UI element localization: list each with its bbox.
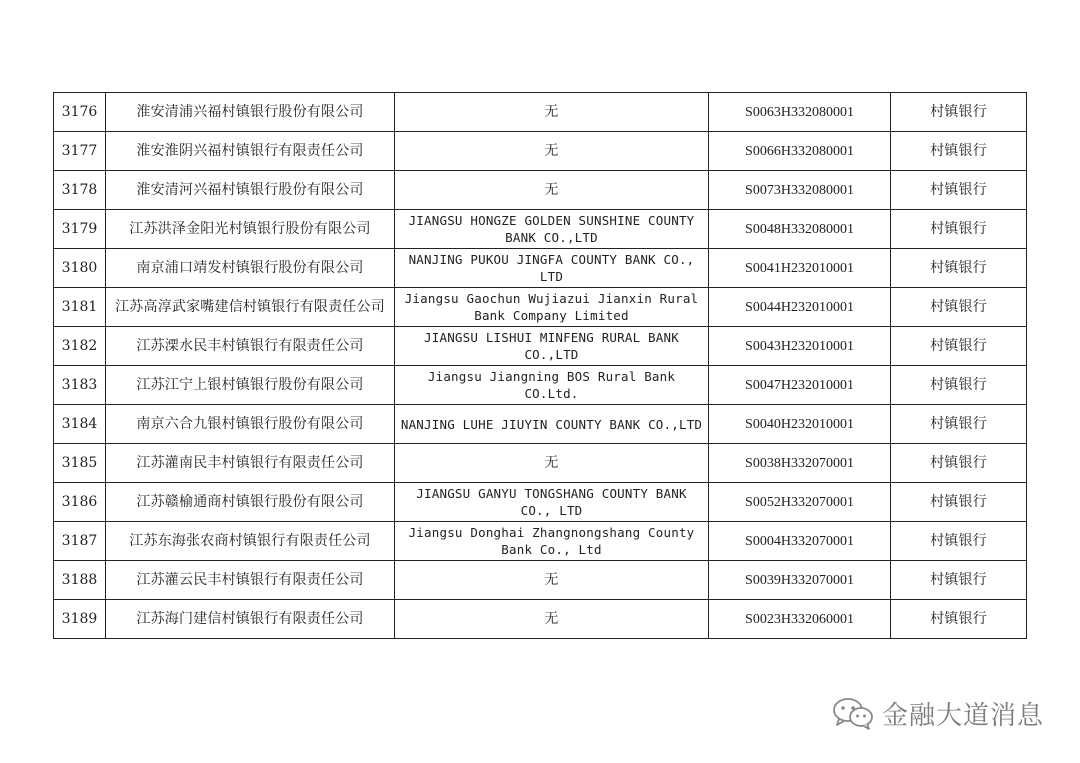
bank-name-cn: 淮安淮阴兴福村镇银行有限责任公司: [106, 132, 395, 171]
bank-name-en: JIANGSU LISHUI MINFENG RURAL BANK CO.,LTD: [395, 327, 709, 366]
bank-name-en: NANJING PUKOU JINGFA COUNTY BANK CO., LTD: [395, 249, 709, 288]
institution-type: 村镇银行: [891, 249, 1027, 288]
institution-code: S0039H332070001: [709, 561, 891, 600]
bank-name-cn: 江苏海门建信村镇银行有限责任公司: [106, 600, 395, 639]
table-row: [54, 522, 1027, 561]
row-number: 3186: [54, 483, 106, 522]
row-number: 3185: [54, 444, 106, 483]
institution-code: S0043H232010001: [709, 327, 891, 366]
row-number: 3188: [54, 561, 106, 600]
bank-name-cn: 淮安清河兴福村镇银行股份有限公司: [106, 171, 395, 210]
bank-name-en: 无: [395, 132, 709, 171]
table-row: [54, 249, 1027, 288]
bank-name-cn: 江苏东海张农商村镇银行有限责任公司: [106, 522, 395, 561]
bank-name-en: 无: [395, 444, 709, 483]
institution-type: 村镇银行: [891, 93, 1027, 132]
bank-name-cn: 江苏溧水民丰村镇银行有限责任公司: [106, 327, 395, 366]
table-row: [54, 366, 1027, 405]
row-number: 3183: [54, 366, 106, 405]
institution-code: S0063H332080001: [709, 93, 891, 132]
bank-name-cn: 江苏灌南民丰村镇银行有限责任公司: [106, 444, 395, 483]
institution-type: 村镇银行: [891, 366, 1027, 405]
institution-code: S0040H232010001: [709, 405, 891, 444]
bank-name-en: Jiangsu Jiangning BOS Rural Bank CO.Ltd.: [395, 366, 709, 405]
bank-name-cn: 淮安清浦兴福村镇银行股份有限公司: [106, 93, 395, 132]
bank-name-en: 无: [395, 561, 709, 600]
institution-type: 村镇银行: [891, 444, 1027, 483]
institution-type: 村镇银行: [891, 132, 1027, 171]
table-row: [54, 561, 1027, 600]
table-row: [54, 132, 1027, 171]
bank-name-en: NANJING LUHE JIUYIN COUNTY BANK CO.,LTD: [395, 405, 709, 444]
bank-name-en: Jiangsu Gaochun Wujiazui Jianxin Rural Bank Company Limited: [395, 288, 709, 327]
table-row: [54, 327, 1027, 366]
table-row: [54, 93, 1027, 132]
institution-type: 村镇银行: [891, 210, 1027, 249]
institution-code: S0073H332080001: [709, 171, 891, 210]
institution-code: S0044H232010001: [709, 288, 891, 327]
row-number: 3181: [54, 288, 106, 327]
row-number: 3187: [54, 522, 106, 561]
row-number: 3177: [54, 132, 106, 171]
institution-type: 村镇银行: [891, 483, 1027, 522]
table-row: [54, 444, 1027, 483]
institution-type: 村镇银行: [891, 405, 1027, 444]
table-row: [54, 210, 1027, 249]
bank-name-en: 无: [395, 600, 709, 639]
bank-name-en: 无: [395, 93, 709, 132]
table-row: [54, 171, 1027, 210]
bank-name-en: JIANGSU GANYU TONGSHANG COUNTY BANK CO., LTD: [395, 483, 709, 522]
row-number: 3178: [54, 171, 106, 210]
bank-name-cn: 江苏江宁上银村镇银行股份有限公司: [106, 366, 395, 405]
institution-type: 村镇银行: [891, 171, 1027, 210]
institution-type: 村镇银行: [891, 522, 1027, 561]
table-row: [54, 288, 1027, 327]
watermark-text: 金融大道消息: [882, 700, 1045, 731]
institution-code: S0038H332070001: [709, 444, 891, 483]
bank-name-en: 无: [395, 171, 709, 210]
institution-code: S0023H332060001: [709, 600, 891, 639]
watermark: [832, 693, 1044, 733]
wechat-icon: [832, 696, 874, 730]
institution-code: S0004H332070001: [709, 522, 891, 561]
table-row: [54, 405, 1027, 444]
bank-name-cn: 江苏灌云民丰村镇银行有限责任公司: [106, 561, 395, 600]
bank-name-cn: 南京六合九银村镇银行股份有限公司: [106, 405, 395, 444]
table-row: [54, 483, 1027, 522]
bank-list-table-wrapper: [53, 92, 1026, 639]
institution-type: 村镇银行: [891, 600, 1027, 639]
institution-code: S0066H332080001: [709, 132, 891, 171]
institution-type: 村镇银行: [891, 288, 1027, 327]
institution-type: 村镇银行: [891, 561, 1027, 600]
bank-name-cn: 江苏赣榆通商村镇银行股份有限公司: [106, 483, 395, 522]
institution-code: S0052H332070001: [709, 483, 891, 522]
bank-name-en: Jiangsu Donghai Zhangnongshang County Bank Co., Ltd: [395, 522, 709, 561]
row-number: 3176: [54, 93, 106, 132]
bank-name-en: JIANGSU HONGZE GOLDEN SUNSHINE COUNTY BANK CO.,LTD: [395, 210, 709, 249]
row-number: 3179: [54, 210, 106, 249]
row-number: 3184: [54, 405, 106, 444]
institution-code: S0041H232010001: [709, 249, 891, 288]
institution-code: S0048H332080001: [709, 210, 891, 249]
bank-name-cn: 江苏洪泽金阳光村镇银行股份有限公司: [106, 210, 395, 249]
row-number: 3180: [54, 249, 106, 288]
institution-type: 村镇银行: [891, 327, 1027, 366]
bank-name-cn: 江苏高淳武家嘴建信村镇银行有限责任公司: [106, 288, 395, 327]
institution-code: S0047H232010001: [709, 366, 891, 405]
bank-list-table: [53, 92, 1027, 639]
row-number: 3189: [54, 600, 106, 639]
bank-name-cn: 南京浦口靖发村镇银行股份有限公司: [106, 249, 395, 288]
table-row: [54, 600, 1027, 639]
row-number: 3182: [54, 327, 106, 366]
